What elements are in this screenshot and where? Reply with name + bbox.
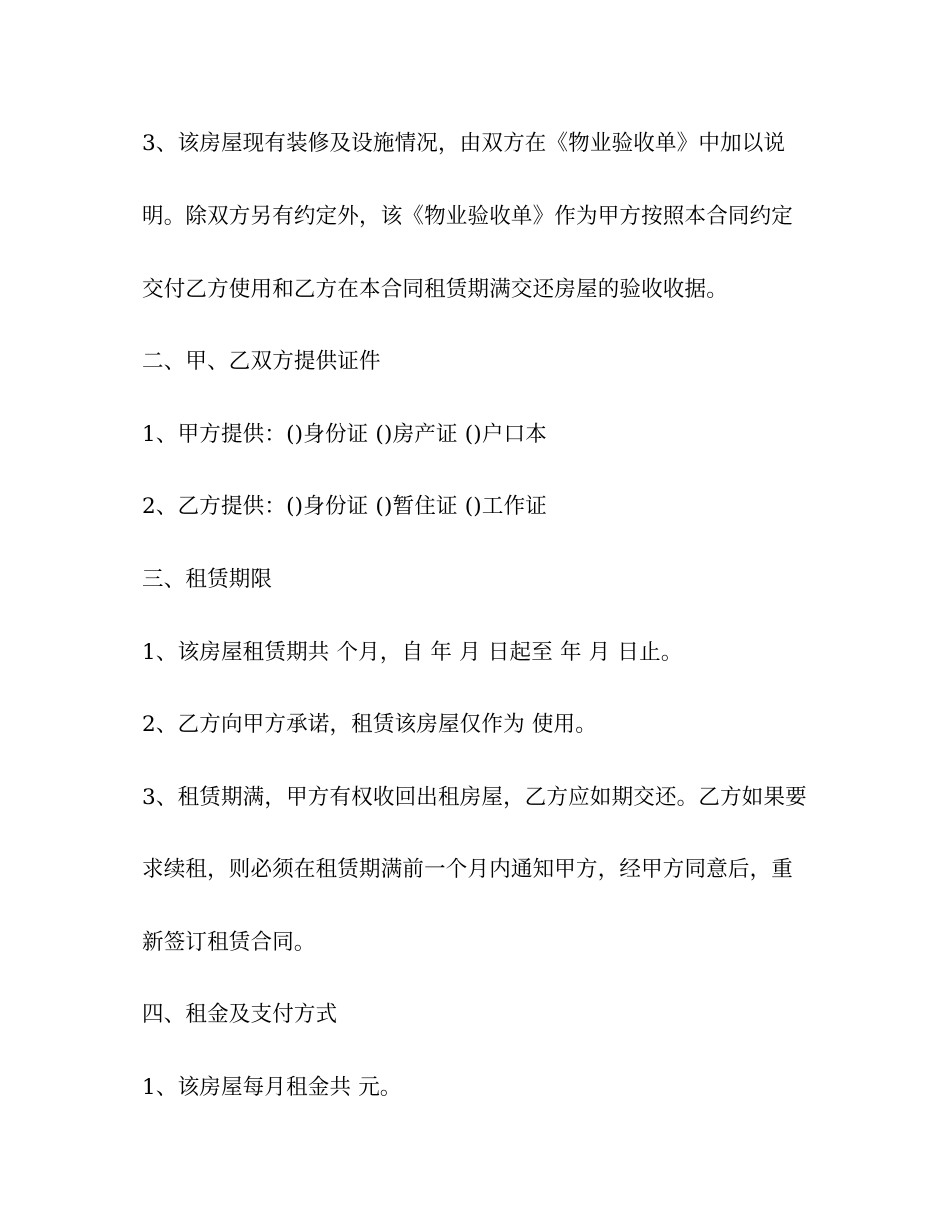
paragraph-line: 3、该房屋现有装修及设施情况，由双方在《物业验收单》中加以说: [142, 131, 786, 156]
paragraph-line: 交付乙方使用和乙方在本合同租赁期满交还房屋的验收收据。: [142, 277, 728, 302]
paragraph-line: 求续租，则必须在租赁期满前一个月内通知甲方，经甲方同意后，重: [142, 857, 794, 882]
section-heading: 四、租金及支付方式: [142, 1002, 338, 1027]
section-heading: 三、租赁期限: [142, 567, 273, 592]
paragraph-line: 1、该房屋租赁期共 个月，自 年 月 日起至 年 月 日止。: [142, 640, 683, 665]
paragraph-line: 2、乙方提供：()身份证 ()暂住证 ()工作证: [142, 494, 547, 519]
paragraph-line: 1、甲方提供：()身份证 ()房产证 ()户口本: [142, 422, 547, 447]
paragraph-line: 新签订租赁合同。: [142, 930, 316, 955]
paragraph-line: 明。除双方另有约定外，该《物业验收单》作为甲方按照本合同约定: [142, 204, 794, 229]
paragraph-line: 3、租赁期满，甲方有权收回出租房屋，乙方应如期交还。乙方如果要: [142, 785, 807, 810]
paragraph-line: 1、该房屋每月租金共 元。: [142, 1075, 402, 1100]
paragraph-line: 2、乙方向甲方承诺，租赁该房屋仅作为 使用。: [142, 712, 597, 737]
section-heading: 二、甲、乙双方提供证件: [142, 349, 381, 374]
